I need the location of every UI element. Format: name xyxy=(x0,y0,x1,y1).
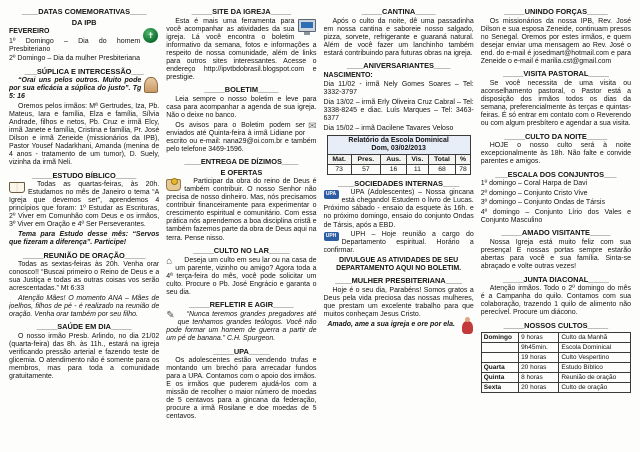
report-header-pres: Pres. xyxy=(351,155,380,165)
column-1 xyxy=(9,7,159,445)
section-title-aniversariantes: ____ANIVERSARIANTES____ xyxy=(346,61,451,71)
report-values-row xyxy=(327,165,470,175)
section-boletim xyxy=(166,85,316,153)
section-culto-no-lar xyxy=(166,246,316,297)
report-header-pct: % xyxy=(456,155,470,165)
section-title-cantina: _____CANTINA_____ xyxy=(361,7,436,16)
section-saude-em-dia xyxy=(9,322,159,381)
schedule-row xyxy=(481,332,630,342)
report-value-vis: 11 xyxy=(407,165,429,175)
report-value-mat: 73 xyxy=(327,165,351,175)
column-2 xyxy=(166,7,316,445)
section-title-visitante: _____AMADO VISITANTE_____ xyxy=(501,228,611,238)
home-service-text: Deseja um culto em seu lar ou na casa de um parente, vizinho ou amigo? Agora toda a 4ª terça-feira do mês, você pode solicitar um culto. Procure o Pb. José Engrácio e garanta o seu dia. xyxy=(166,256,317,296)
schedule-time: 20 horas xyxy=(519,362,559,372)
love-your-church-note: Amado, ame a sua igreja e ore por ela. xyxy=(327,320,455,328)
section-title-culto-lar: _____CULTO NO LAR_____ xyxy=(193,246,290,256)
section-title-culto-noite: _____CULTO DA NOITE_____ xyxy=(504,131,608,141)
section-title-escala: ___ESCALA DOS CONJUNTOS___ xyxy=(495,169,617,179)
schedule-time: 20 horas xyxy=(519,382,559,392)
computer-internet-icon xyxy=(298,19,316,32)
bulletin-keep-text: Leia sempre o nosso boletim e leve para casa para acompanhar a agenda de sua igreja. Não o deixe no banco. xyxy=(166,95,317,119)
report-header-total: Total xyxy=(428,155,456,165)
section-title-datas: ____DATAS COMEMORATIVAS____ xyxy=(21,7,147,16)
report-header-vis: Vis. xyxy=(407,155,429,165)
schedule-row xyxy=(481,372,630,382)
section-culto-da-noite xyxy=(481,132,631,167)
schedule-row xyxy=(481,342,630,352)
woman-clipart-icon xyxy=(462,321,473,334)
deacon-board-text: Atenção irmãos. Todo o 2º domingo do mês é a Campanha do quilo. Contamos com sua colaboração, trazendo 1 quilo de alimento não perecível. Procure um diácono. xyxy=(480,285,631,317)
choir-schedule-3: 3º domingo – Conjunto Ondas de Társis xyxy=(480,199,605,207)
column-3 xyxy=(324,7,474,445)
intercession-list: Oremos pelos irmãos: Mª Gertrudes, Iza, Pb. Mateus, Iara e família, Elza e família, Sílvia Andrade, filhos e netos, Pb. Cruz e irmã Elcy, irmã Janete e família, Cristina e família, Pr. José Dilson e irmã Zeneide (missionários da IPB), Pastor Yousef Nadarkhani, Amanda (menina de 4 anos - tratamento de um tumor), D. Suely, vizinha da irmã Neli. xyxy=(9,102,160,167)
service-schedule-table xyxy=(481,332,631,393)
section-suplica-intercessao xyxy=(9,67,159,168)
section-title-sociedades: ____SOCIEDADES INTERNAS____ xyxy=(337,178,460,188)
section-title-cultos: _____NOSSOS CULTOS_____ xyxy=(503,320,609,330)
section-entrega-dizimos xyxy=(166,157,316,242)
section-subtitle-ofertas: E OFERTAS xyxy=(220,167,263,177)
birthday-label: NASCIMENTO: xyxy=(323,71,373,79)
report-caption xyxy=(327,135,470,155)
schedule-time: 8 horas xyxy=(519,372,559,382)
pastoral-visit-text: Se você necessita de uma visita ou aconselhamento pastoral, o Pastor está a disposição dos irmãos todos os dias da semana, preferencialmente às terças e quintas-feiras. É só entrar em contato com o Reverendo ou com algum presbítero e agendar a sua visita. xyxy=(480,79,631,128)
section-title-estudo: _____ESTUDO BÍBLICO_____ xyxy=(31,170,137,180)
section-title-unindo: _____UNINDO FORÇAS_____ xyxy=(504,7,608,16)
report-header-mat: Mat. xyxy=(327,155,351,165)
section-title-suplica: ___SÚPLICA E INTERCESSÃO___ xyxy=(24,66,144,76)
section-unindo-forcas xyxy=(481,7,631,66)
section-title-boletim: _____BOLETIM_____ xyxy=(204,85,279,95)
schedule-service: Culto de oração xyxy=(559,382,631,392)
quill-pen-icon: ✎ xyxy=(166,309,175,321)
schedule-row xyxy=(481,362,630,372)
ipb-logo-icon xyxy=(143,28,158,43)
section-nossos-cultos xyxy=(481,321,631,393)
section-reuniao-oracao xyxy=(9,251,159,319)
section-estudo-biblico xyxy=(9,171,159,247)
schedule-time: 19 horas xyxy=(519,352,559,362)
evening-service-text: HOJE o nosso culto será à noite excepcionalmente às 18h. Não falte e convide parentes e amigos. xyxy=(480,142,631,166)
prayer-meeting-ana-note: Atenção Mães! O momento ANA – Mães de joelhos, filhos de pé - é realizado na reunião de oração. Venha orar também por seu filho. xyxy=(9,294,160,318)
schedule-time: 9h45min. xyxy=(519,342,559,352)
commemorative-date-2: 2º Domingo – Dia da mulher Presbiteriana xyxy=(9,55,140,63)
schedule-day: Quarta xyxy=(481,362,518,372)
church-site-text: Esta é mais uma ferramenta para você acompanhar as atividades da sua igreja. Lá você encontra o boletim informativo da semana, fotos e informações a respeito de nossa comunidade, além de links para outros sites interessantes. Acesse o endereço http://ipvtbdobrasil.blogspot.com e prestigie. xyxy=(166,17,317,81)
canteen-text: Após o culto da noite, dê uma passadinha em nossa cantina e saboreie nosso salgado, pizza, sorvete, refrigerante e guaraná natural. Além de você fazer um lanchinho também estará contribuindo para futuras obras na igreja. xyxy=(323,17,474,57)
schedule-day: Sexta xyxy=(481,382,518,392)
intercession-verse: “Orai uns pelos outros. Muito pode por sua eficácia a súplica do justo”. Tg 5: 16 xyxy=(9,77,142,101)
section-site-da-igreja xyxy=(166,7,316,82)
schedule-row xyxy=(481,382,630,392)
section-datas-comemorativas xyxy=(9,7,159,63)
section-title-site: _____SITE DA IGREJA_____ xyxy=(191,7,292,16)
mail-icon: ✉ xyxy=(308,120,317,132)
schedule-day: Quinta xyxy=(481,372,518,382)
upa-fundraising-text: Os adolescentes estão vendendo trufas e montando um brechó para arrecadar fundos para a UPA. Contamos com o apoio dos irmãos. E os irmãos que puderem ajudá-los com a missão de recolher o maior número de moedas de 5 centavos para a gincana da federação, procure a irmã Rosilane e doe moedas de 5 centavos. xyxy=(166,357,317,421)
schedule-day xyxy=(481,342,518,352)
section-escala-conjuntos xyxy=(481,170,631,225)
section-title-upa: _____UPA_____ xyxy=(213,346,270,356)
section-aniversariantes xyxy=(324,61,474,132)
health-check-text: O nosso irmão Presb. Arlindo, no dia 21/02 (quarta-feira) das 8h. às 11h., estará na igreja verificando pressão arterial e fazendo teste de glicemia. O atendimento não é somente para os membros, mas para toda a comunidade gratuitamente. xyxy=(9,332,160,381)
report-caption-line2: Dom, 03/02/2013 xyxy=(371,144,426,152)
section-visita-pastoral xyxy=(481,69,631,128)
uph-badge-icon: UPH xyxy=(324,232,339,241)
report-header-row xyxy=(327,155,470,165)
sunday-school-report-table xyxy=(327,135,471,176)
section-title-dizimos: ____ENTREGA DE DÍZIMOS____ xyxy=(184,157,299,167)
choir-schedule-2: 2º domingo – Conjunto Cristo Vive xyxy=(480,189,588,197)
report-caption-line1: Relatório da Escola Dominical xyxy=(348,136,449,144)
upa-badge-icon: UPA xyxy=(324,190,339,199)
schedule-service: Escola Dominical xyxy=(559,342,631,352)
section-upa xyxy=(166,347,316,422)
section-title-reuniao: _____REUNIÃO DE ORAÇÃO_____ xyxy=(22,250,146,260)
house-icon: ⌂ xyxy=(166,255,173,267)
prayer-meeting-text: Todas as sextas-feiras às 20h. Venha orar conosco!! “Buscai primeiro o Reino de Deus e a sua Justiça e todas as outras coisas vos serão acrescentadas.” Mt 6:33 xyxy=(9,261,160,293)
schedule-service: Culto Vespertino xyxy=(559,352,631,362)
bulletin-notices-text: Os avisos para o Boletim podem ser enviados até Quinta-feira à irmã Lidiane por escrito ou e-mail: nana29@oi.com.br e também pelo telefone 3469-1596. xyxy=(166,121,317,153)
schedule-day xyxy=(481,352,518,362)
visitor-welcome-text: Nossa Igreja está muito feliz com sua presença! E nossas portas sempre estarão abertas para você e sua família. Sinta-se abraçado e volte outras vezes! xyxy=(480,238,631,271)
birthday-entry-2: Dia 13/02 – irmã Erly Oliveira Cruz Cabral – Tel: 3338-8245 e diac. Luís Marques – Tel: 3463-6377 xyxy=(323,98,474,122)
section-title-saude: _____SAÚDE EM DIA_____ xyxy=(36,322,132,332)
report-value-total: 68 xyxy=(428,165,456,175)
spurgeon-quote: “Nunca teremos grandes pregadores até que tenhamos grandes teólogos. Você não pode formar um homem de guerra a partir de um pé de banana.” C.H. Spurgeon. xyxy=(166,310,317,342)
open-bible-icon xyxy=(9,182,25,193)
section-sociedades-internas xyxy=(324,179,474,273)
bible-study-theme: Tema para Estudo desse mês: “Servos que fizeram a diferença”. Participe! xyxy=(9,230,160,247)
commemorative-date-1: 1º Domingo – Dia do homem Presbiteriano xyxy=(9,37,141,53)
schedule-service: Estudo Bíblico xyxy=(559,362,631,372)
schedule-day: Domingo xyxy=(481,332,518,342)
birthday-entry-1: Dia 11/02 - irmã Nely Gomes Soares – Tel: 3332-3797 xyxy=(323,81,474,97)
schedule-service: Reunião de oração xyxy=(559,372,631,382)
month-label: FEVEREIRO xyxy=(9,28,50,35)
schedule-row xyxy=(481,352,630,362)
section-amado-visitante xyxy=(481,228,631,271)
missionaries-text: Os missionários da nossa IPB, Rev. José Dilson e sua esposa Zeneide, continuam presos no Senegal. Oremos por estes irmãos, e quem desejar enviar uma mensagem ao Rev. José o end. do e-mail é josedmart@hotmail.com e para Zeneide o e-mail é marilia.cst@gmail.com xyxy=(480,17,631,65)
report-value-pct: 78 xyxy=(456,165,470,175)
schedule-service: Culto da Manhã xyxy=(559,332,631,342)
section-subtitle-da-ipb: DA IPB xyxy=(71,17,97,27)
uph-society-text: UPH – Hoje reunião a cargo do Departamento espiritual. Horário a confirmar. xyxy=(323,231,474,255)
bible-study-text: Todas as quartas-feiras, às 20h. Estudamos no mês de Janeiro o tema “A Igreja que devemos ser”, aprendemos 4 princípios que foram: 1º Estudar as Escrituras, 2º Viver em Comunhão com Deus e os irmãos, 3º Viver em Oração e 4º Ser Perseverantes. xyxy=(9,181,160,229)
section-title-refletir: _____REFLETIR E AGIR_____ xyxy=(189,300,294,310)
section-title-visita: _____VISITA PASTORAL_____ xyxy=(502,69,609,79)
upa-society-text: UPA (Adolescentes) – Nossa gincana está chegando! Estudem o livro de Lucas. Próximo sábado - ensaio da esquete às 16h. e no próximo domingo, ensaio do conjunto Ondas de Társis, após a EBD. xyxy=(323,189,474,229)
schedule-time: 9 horas xyxy=(519,332,559,342)
section-title-junta: _____JUNTA DIACONAL_____ xyxy=(502,274,609,284)
offering-hand-coin-icon xyxy=(166,179,181,191)
section-refletir-e-agir xyxy=(166,300,316,343)
presbyterian-woman-text: Hoje é o seu dia, Parabéns! Somos gratos a Deus pela vida preciosa das nossas mulheres, que prestam um excelente trabalho para que muitos conheçam Jesus Cristo. xyxy=(323,286,474,318)
society-announcement-note: DIVULGUE AS ATIVIDADES DE SEU DEPARTAMENTO AQUI NO BOLETIM. xyxy=(336,256,462,272)
choir-schedule-4: 4º domingo – Conjunto Lírio dos Vales e Conjunto Masculino xyxy=(480,208,631,224)
section-title-mulher: ____MULHER PRESBITERIANA____ xyxy=(335,276,463,286)
report-value-aus: 16 xyxy=(381,165,407,175)
section-cantina xyxy=(324,7,474,58)
birthday-entry-3: Dia 15/02 – irmã Dacilene Tavares Veloso xyxy=(323,124,454,132)
tithes-text: Participar da obra do reino de Deus é também contribuir. O nosso Senhor não precisa de nosso dinheiro. Mas, nós precisamos contribuir financeiramente para experimentar o crescimento espiritual e comunitário. Com essa prática nós aprendemos a boa disciplina cristã e também fazemos parte da obra de Deus aqui na terra. Pense nisso. xyxy=(166,178,317,242)
column-4 xyxy=(481,7,631,445)
report-header-aus: Aus. xyxy=(381,155,407,165)
report-value-pres: 57 xyxy=(351,165,380,175)
section-mulher-presbiteriana xyxy=(324,276,474,328)
section-junta-diaconal xyxy=(481,275,631,318)
praying-hands-icon xyxy=(144,77,158,93)
choir-schedule-1: 1º domingo – Coral Harpa de Davi xyxy=(480,180,588,188)
